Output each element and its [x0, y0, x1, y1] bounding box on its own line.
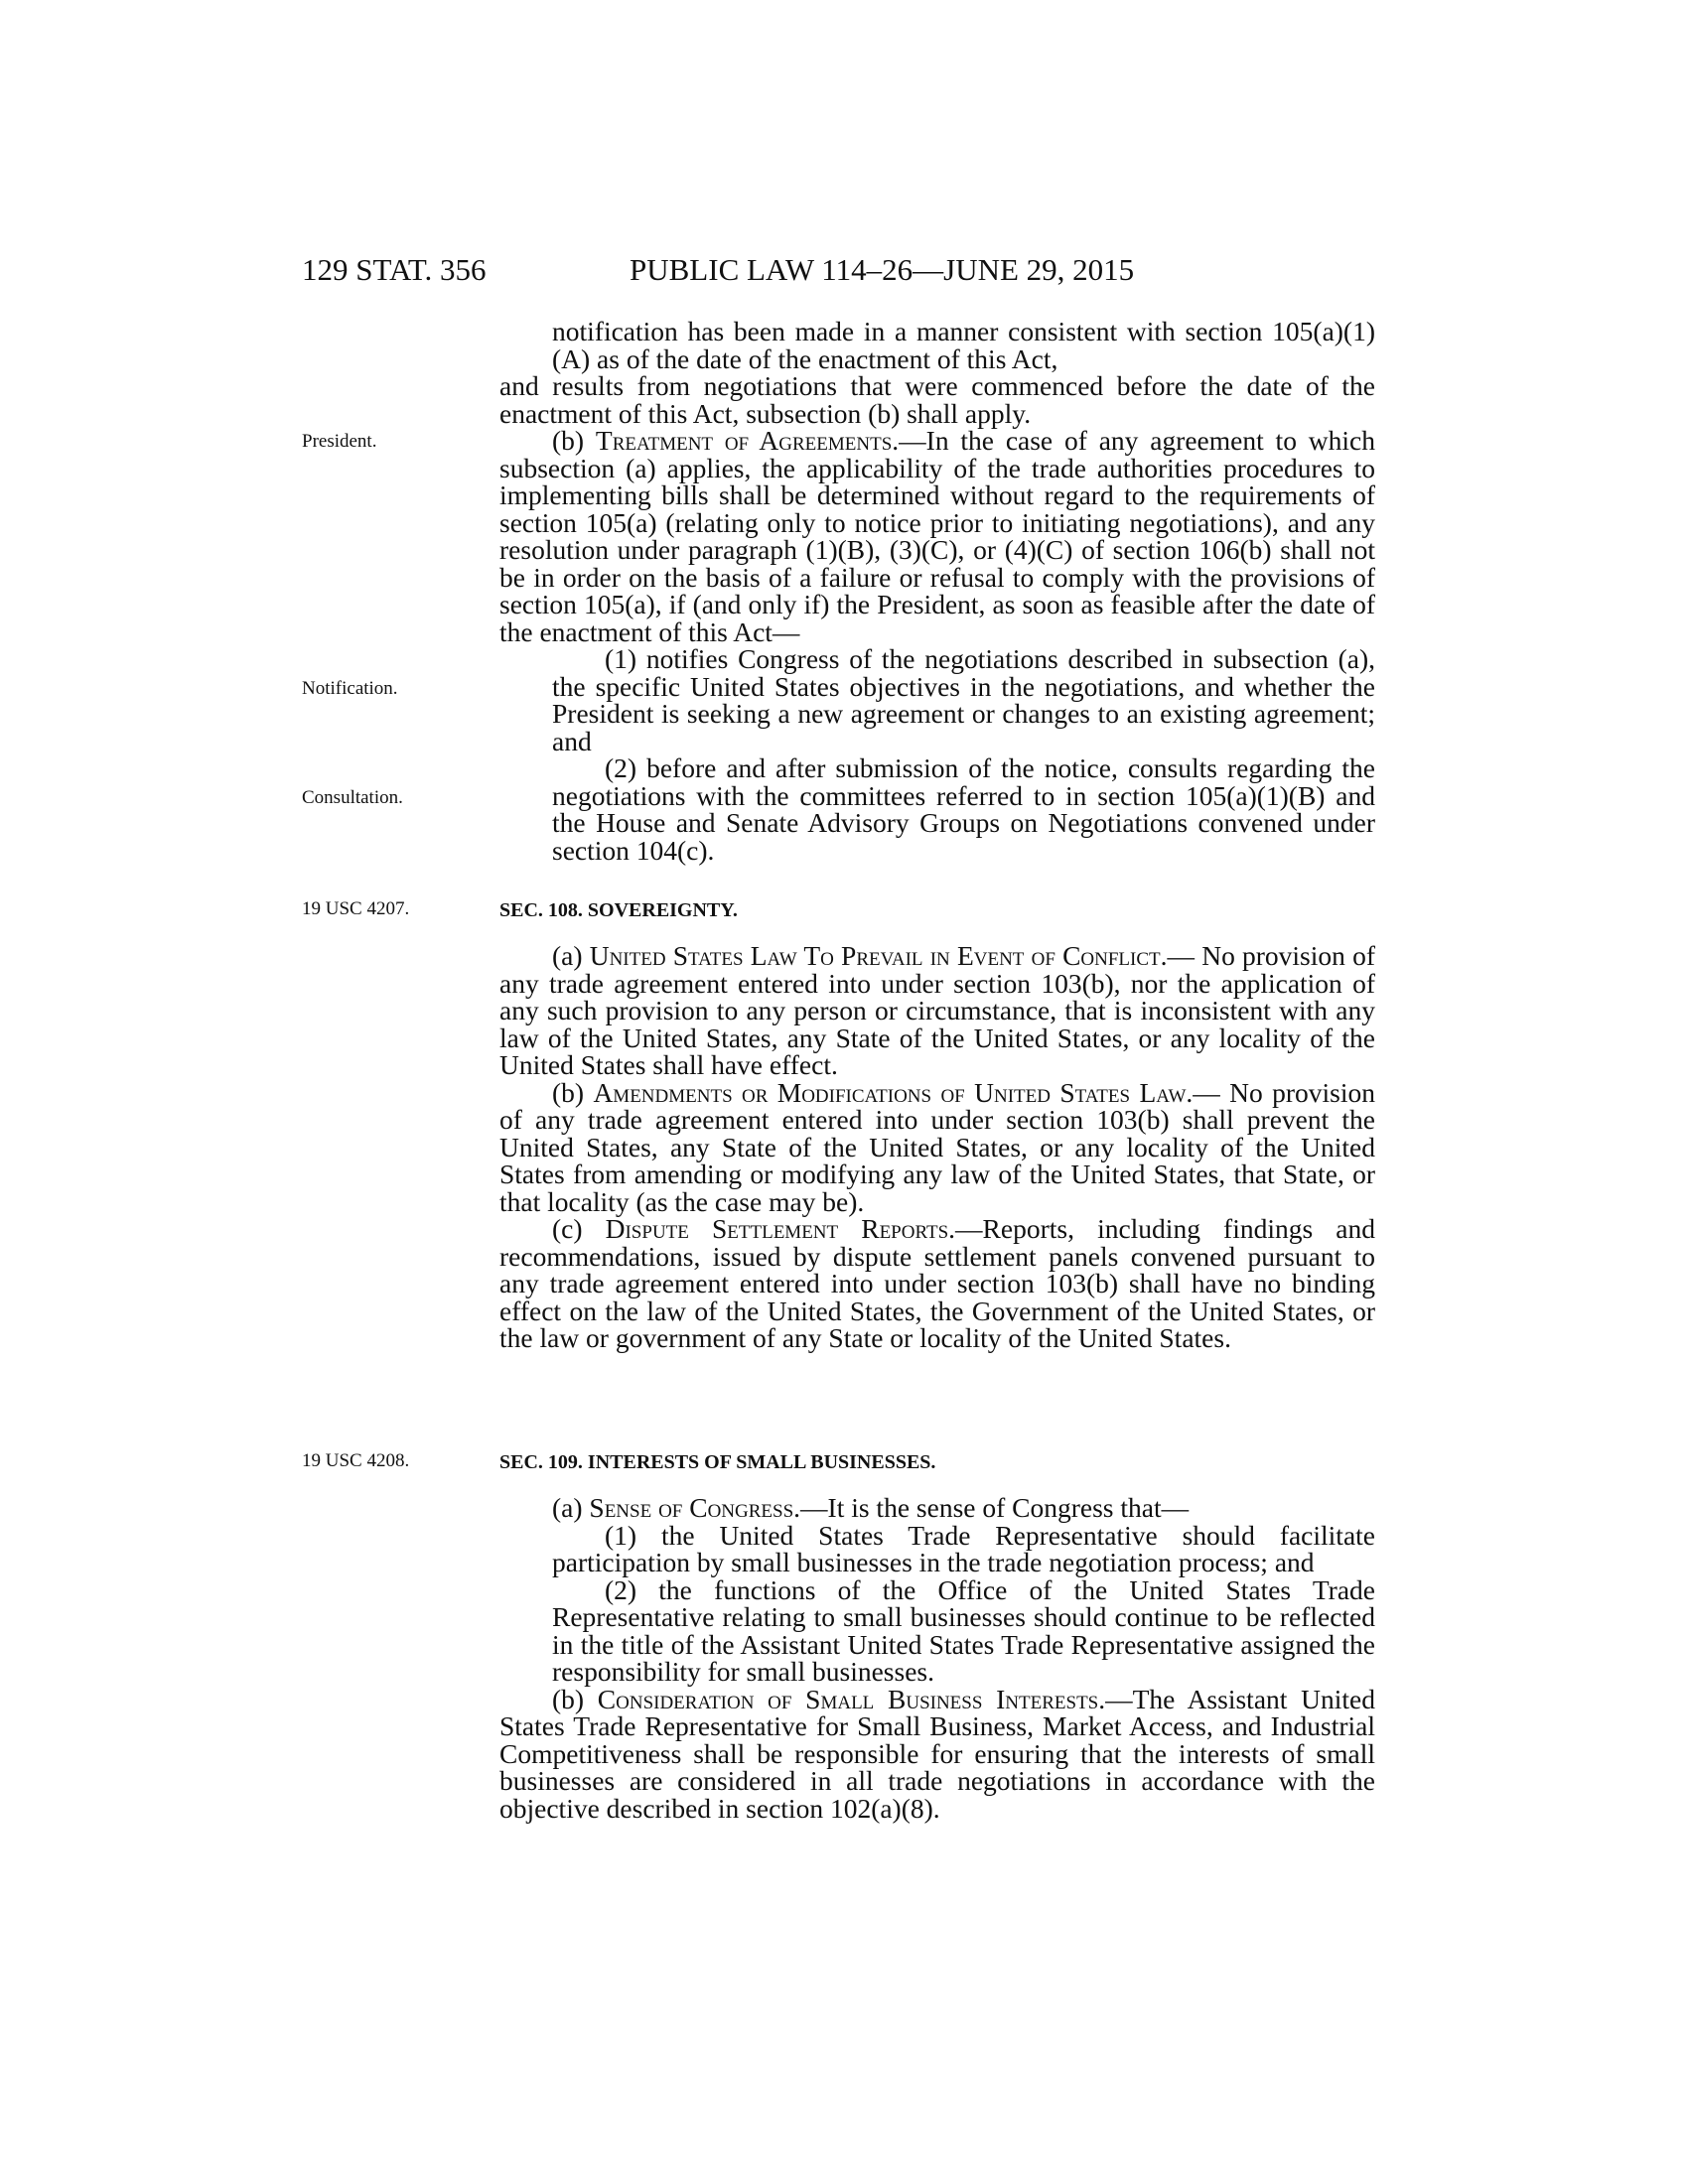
- paragraph-1-facilitate: (1) the United States Trade Representative should facilitate participation by small businesses in the trade negotiation process; and: [552, 1519, 1375, 1577]
- margin-note-consultation: Consultation.: [302, 787, 403, 808]
- subsection-label: (b): [552, 425, 596, 456]
- section-109-heading: SEC. 109. INTERESTS OF SMALL BUSINESSES.: [499, 1451, 936, 1473]
- margin-note-notification: Notification.: [302, 678, 398, 699]
- subsection-title: Sense of Congress: [589, 1492, 794, 1523]
- subsection-text: .—In the case of any agreement to which subsection (a) applies, the applicability of the trade authorities procedures to implementing bills shall be determined without regard to the requirements of section 105(a) (relating only to notice prior to initiating negotiations), and any resolution under paragraph (1)(B), (3)(C), or (4)(C) of section 106(b) shall not be in order on the basis of a failure or refusal to comply with the provisions of section 105(a), if (and only if) the President, as soon as feasible after the date of the enactment of this Act—: [499, 425, 1375, 647]
- page-header: [302, 250, 1378, 290]
- continuation-text: and results from negotiations that were commenced before the date of the enactment of this Act, subsection (b) shall apply.: [499, 370, 1375, 429]
- subsection-108-c: [499, 1215, 1375, 1352]
- subsection-title: Consideration of Small Business Interests: [597, 1683, 1099, 1714]
- subsection-label: (c): [552, 1213, 606, 1244]
- section-107-continuation: [499, 318, 1375, 864]
- page-title: PUBLIC LAW 114–26—JUNE 29, 2015: [630, 252, 1135, 287]
- section-109-body: [499, 1494, 1375, 1822]
- subsection-label: (a): [552, 1492, 590, 1523]
- subsection-b-treatment: [499, 427, 1375, 645]
- margin-note-usc-4208: 19 USC 4208.: [302, 1450, 410, 1471]
- subsection-108-b: [499, 1076, 1375, 1217]
- page-reference: 129 STAT. 356: [302, 252, 487, 287]
- subsection-title: Dispute Settlement Reports: [605, 1213, 949, 1244]
- margin-note-president: President.: [302, 431, 377, 452]
- subsection-label: (a): [552, 940, 590, 971]
- subsection-label: (b): [552, 1683, 598, 1714]
- subsection-title: Treatment of Agreements: [595, 425, 893, 456]
- margin-note-usc-4207: 19 USC 4207.: [302, 898, 410, 919]
- subsection-label: (b): [552, 1076, 594, 1108]
- paragraph-2-consults: (2) before and after submission of the notice, consults regarding the negotiations with the committees referred to in section 105(a)(1)(B) and the House and Senate Advisory Groups on Negotiations convened under section 104(c).: [552, 752, 1375, 866]
- subsection-109-b: [499, 1683, 1375, 1824]
- section-108-heading: SEC. 108. SOVEREIGNTY.: [499, 899, 738, 921]
- subsection-text: .— No provision of any trade agreement entered into under section 103(b) shall prevent the United States, any State of the United States, or any locality of the United States from amending or modifying any law of the United States, that State, or that locality (as the case may be).: [499, 1076, 1375, 1217]
- subsection-109-a: [499, 1494, 1375, 1522]
- subsection-title: United States Law To Prevail in Event of Conflict: [589, 940, 1161, 971]
- subsection-title: Amendments or Modifications of United States Law: [593, 1076, 1187, 1108]
- section-108-body: [499, 942, 1375, 1352]
- subsection-108-a: [499, 942, 1375, 1079]
- subsection-text: .—Reports, including findings and recommendations, issued by dispute settlement panels convened pursuant to any trade agreement entered into under section 103(b) shall have no binding effect on the law of the United States, the Government of the United States, or the law or government of any State or locality of the United States.: [499, 1213, 1375, 1353]
- subsection-text: .—The Assistant United States Trade Representative for Small Business, Market Access, and Industrial Competitiveness shall be responsible for ensuring that the interests of small businesses are considered in all trade negotiations in accordance with the objective described in section 102(a)(8).: [499, 1683, 1375, 1824]
- paragraph-1-notifies: (1) notifies Congress of the negotiations described in subsection (a), the specific United States objectives in the negotiations, and whether the President is seeking a new agreement or changes to an existing agreement; and: [552, 643, 1375, 756]
- subsection-text: .— No provision of any trade agreement entered into under section 103(b), nor the application of any such provision to any person or circumstance, that is inconsistent with any law of the United States, any State of the United States, or any locality of the United States shall have effect.: [499, 940, 1375, 1080]
- continuation-clause: notification has been made in a manner consistent with section 105(a)(1)(A) as of the date of the enactment of this Act,: [552, 316, 1375, 374]
- subsection-text: .—It is the sense of Congress that—: [793, 1492, 1190, 1523]
- paragraph-2-functions: (2) the functions of the Office of the United States Trade Representative relating to small businesses should continue to be reflected in the title of the Assistant United States Trade Representative assigned the responsibility for small businesses.: [552, 1573, 1375, 1687]
